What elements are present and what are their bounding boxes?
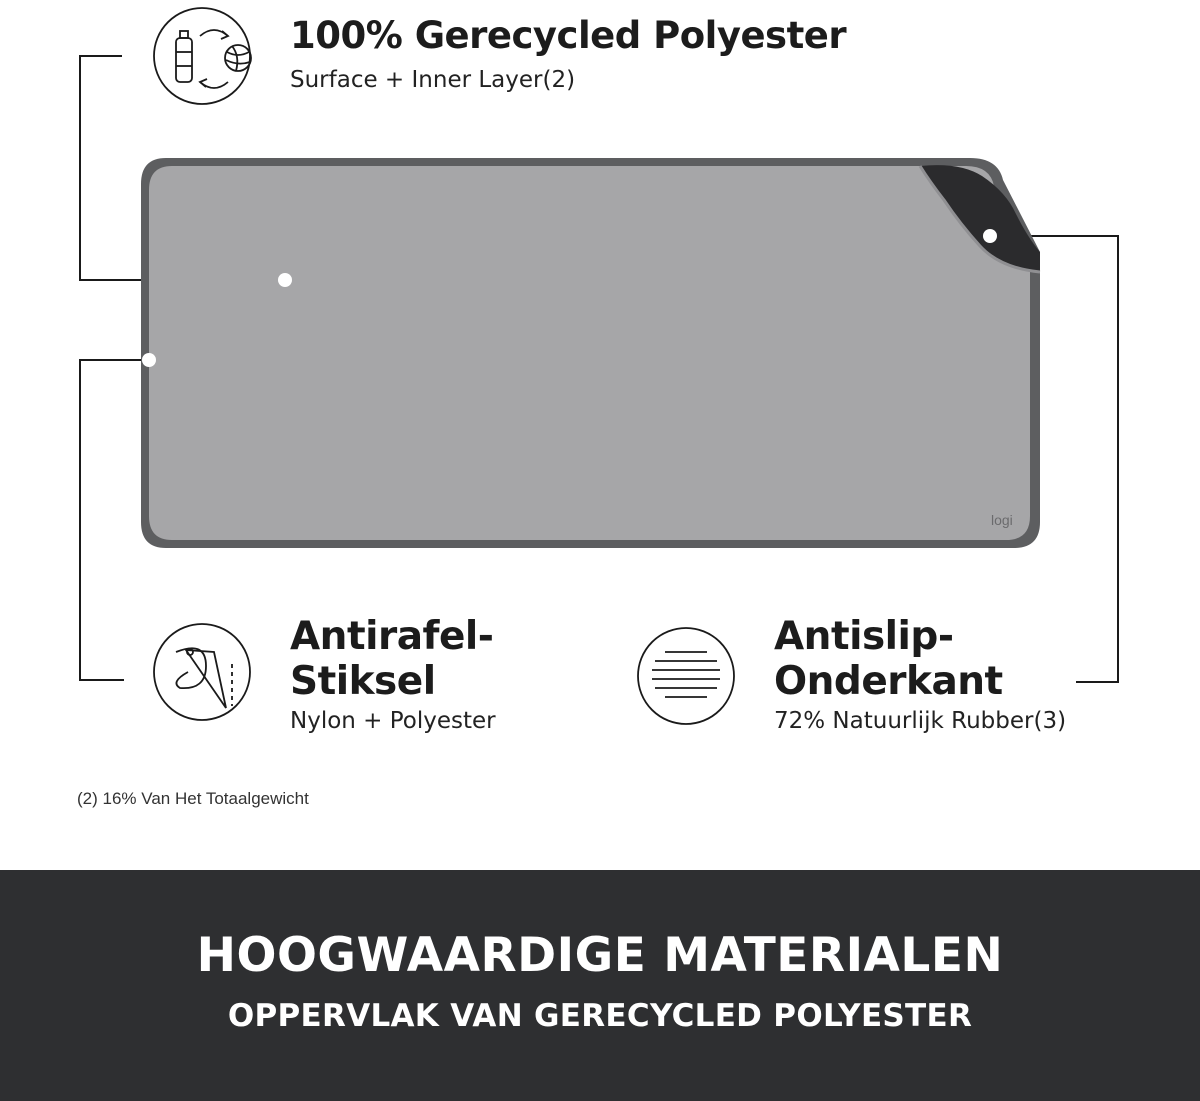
feature-title-stitching-line1: Antirafel- [290,614,494,659]
marker-surface [278,273,292,287]
needle-thread-icon [154,624,250,720]
feature-subtitle-antislip: 72% Natuurlijk Rubber(3) [774,708,1067,734]
marker-underside [983,229,997,243]
feature-title-recycled: 100% Gerecycled Polyester [290,14,847,57]
feature-title-stitching [290,614,493,704]
feature-title-antislip-line2: Onderkant [774,659,1003,704]
mat-logo: logi [991,512,1013,528]
footnote: (2) 16% Van Het Totaalgewicht [77,789,309,808]
marker-edge [142,353,156,367]
feature-subtitle-recycled: Surface + Inner Layer(2) [290,67,576,93]
banner-subtitle: OPPERVLAK VAN GERECYCLED POLYESTER [227,998,973,1034]
feature-subtitle-stitching: Nylon + Polyester [290,708,496,734]
feature-title-antislip [774,614,1003,704]
recycle-bottle-yarn-icon [154,8,251,104]
callout-line-stitching [80,360,149,680]
rubber-lines-icon [638,628,734,724]
feature-title-antislip-line1: Antislip- [774,614,954,659]
desk-mat [141,158,1040,548]
bottom-banner [0,870,1200,1101]
banner-title: HOOGWAARDIGE MATERIALEN [196,928,1004,983]
feature-title-stitching-line2: Stiksel [290,659,436,704]
